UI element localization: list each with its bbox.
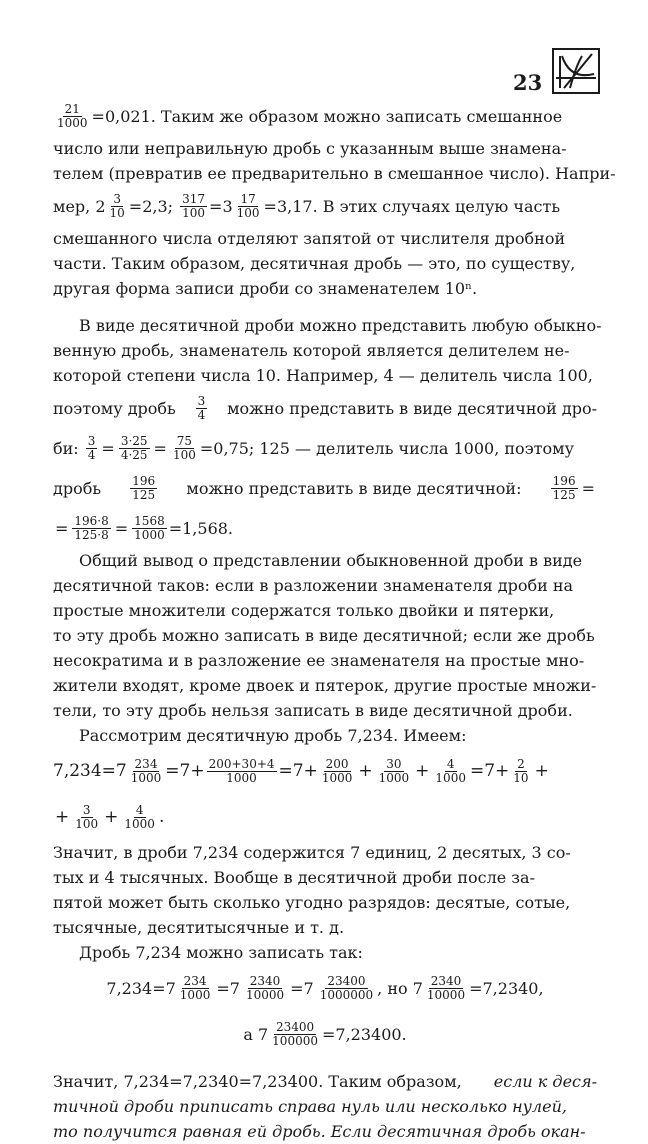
page-number: 23 (513, 70, 543, 95)
text-line: тых и 4 тысячных. Вообще в десятичной дроби после за- (53, 868, 535, 887)
fraction: $\frac{4}{1000}$ (435, 756, 466, 785)
fraction: $\frac{2340}{10000}$ (245, 973, 285, 1002)
text-line: десятичной таков: если в разложении знаменателя дроби на (53, 576, 574, 595)
fraction: $\frac{3}{4}$ (197, 393, 206, 422)
equation-line: 7,234=7 $\frac{234}{1000}$ =7+ $\frac{200+30+4}{1000}$ =7+ $\frac{200}{1000}$ + $\frac{30}{1000}$ + $\frac{4}{1000}$ =7+ $\frac{2}{10}$ + (53, 756, 549, 785)
fraction: $\frac{200}{1000}$ (321, 756, 353, 785)
text-line: то получится равная ей дробь. Если десятичная дробь окан- (53, 1122, 586, 1141)
text-line: смешанного числа отделяют запятой от числителя дробной (53, 229, 566, 248)
text-line: Общий вывод о представлении обыкновенной дроби в виде (79, 551, 583, 570)
text-line: телем (превратив ее предварительно в смешанное число). Напри- (53, 164, 616, 183)
text-line: Рассмотрим десятичную дробь 7,234. Имеем: (79, 726, 467, 745)
text-line: венную дробь, знаменатель которой является делителем не- (53, 341, 570, 360)
text-line: мер, 2 $\frac{3}{10}$ =2,3; $\frac{317}{100}$ =3 $\frac{17}{100}$ =3,17. В этих случаях целую часть (53, 191, 561, 220)
fraction: $\frac{23400}{1000000}$ (319, 973, 374, 1002)
text-line: тели, то эту дробь нельзя записать в виде десятичной дроби. (53, 701, 573, 720)
fraction: $\frac{234}{1000}$ (130, 756, 162, 785)
text-line: число или неправильную дробь с указанным выше знамена- (53, 139, 567, 158)
text-line: поэтому дробь $\frac{3}{4}$ можно представить в виде десятичной дро- (53, 393, 597, 422)
text-line: другая форма записи дроби со знаменателем 10ⁿ. (53, 279, 478, 298)
text-line: несократима и в разложение ее знаменателя на простые мно- (53, 651, 585, 670)
text-line: = $\frac{196\cdot 8}{125\cdot 8}$ = $\frac{1568}{1000}$ =1,568. (55, 513, 234, 542)
text-line: $\frac{21}{1000}$ =0,021. Таким же образом можно записать смешанное (57, 101, 563, 130)
fraction: $\frac{3}{10}$ (109, 191, 125, 220)
text-line: В виде десятичной дроби можно представить любую обыкно- (79, 316, 602, 335)
fraction: $\frac{75}{100}$ (172, 433, 196, 462)
fraction: $\frac{317}{100}$ (182, 191, 206, 220)
fraction: $\frac{2}{10}$ (513, 756, 529, 785)
fraction: $\frac{2340}{10000}$ (426, 973, 466, 1002)
fraction: $\frac{196\cdot 8}{125\cdot 8}$ (74, 513, 109, 542)
fraction: $\frac{3\cdot 25}{4\cdot 25}$ (120, 433, 148, 462)
fraction: $\frac{196}{125}$ (132, 473, 156, 502)
fraction: $\frac{30}{1000}$ (378, 756, 410, 785)
fraction: $\frac{23400}{100000}$ (272, 1019, 318, 1048)
equation-line: 7,234=7 $\frac{234}{1000}$ =7 $\frac{2340}{10000}$ =7 $\frac{23400}{1000000}$ , но 7 $\frac{2340}{10000}$ =7,2340, (106, 973, 544, 1002)
equation-line: + $\frac{3}{100}$ + $\frac{4}{1000}$ . (55, 802, 165, 831)
fraction: $\frac{4}{1000}$ (124, 802, 155, 831)
fraction: $\frac{3}{4}$ (87, 433, 96, 462)
text-line: тысячные, десятитысячные и т. д. (53, 918, 345, 937)
text-line: жители входят, кроме двоек и пятерок, другие простые множи- (53, 676, 597, 695)
fraction: $\frac{21}{1000}$ (57, 101, 88, 130)
text-line: би: $\frac{3}{4}$ = $\frac{3\cdot 25}{4\cdot 25}$ = $\frac{75}{100}$ =0,75; 125 — делитель числа 1000, поэтому (53, 433, 574, 462)
text-line: Дробь 7,234 можно записать так: (79, 943, 363, 962)
page-content (53, 96, 616, 1144)
fraction: $\frac{234}{1000}$ (179, 973, 211, 1002)
text-line: которой степени числа 10. Например, 4 — делитель числа 100, (53, 366, 593, 385)
text-line: тичной дроби приписать справа нуль или несколько нулей, (53, 1097, 567, 1116)
fraction: $\frac{17}{100}$ (236, 191, 260, 220)
equation-line: а 7 $\frac{23400}{100000}$ =7,23400. (243, 1019, 407, 1048)
text-line: Значит, в дроби 7,234 содержится 7 единиц, 2 десятых, 3 со- (53, 843, 571, 862)
text-line: простые множители содержатся только двойки и пятерки, (53, 601, 555, 620)
text-line: дробь $\frac{196}{125}$ можно представить в виде десятичной: $\frac{196}{125}$ = (53, 473, 595, 502)
graph-logo-icon (552, 48, 600, 94)
text-line: пятой может быть сколько угодно разрядов: десятые, сотые, (53, 893, 571, 912)
text-line: части. Таким образом, десятичная дробь — это, по существу, (53, 254, 576, 273)
text-line: то эту дробь можно записать в виде десятичной; если же дробь (53, 626, 595, 645)
fraction: $\frac{1568}{1000}$ (134, 513, 165, 542)
fraction: $\frac{200+30+4}{1000}$ (208, 756, 275, 785)
fraction: $\frac{3}{100}$ (75, 802, 99, 831)
text-line: Значит, 7,234=7,2340=7,23400. Таким образом, если к деся- (53, 1072, 597, 1091)
fraction: $\frac{196}{125}$ (552, 473, 576, 502)
